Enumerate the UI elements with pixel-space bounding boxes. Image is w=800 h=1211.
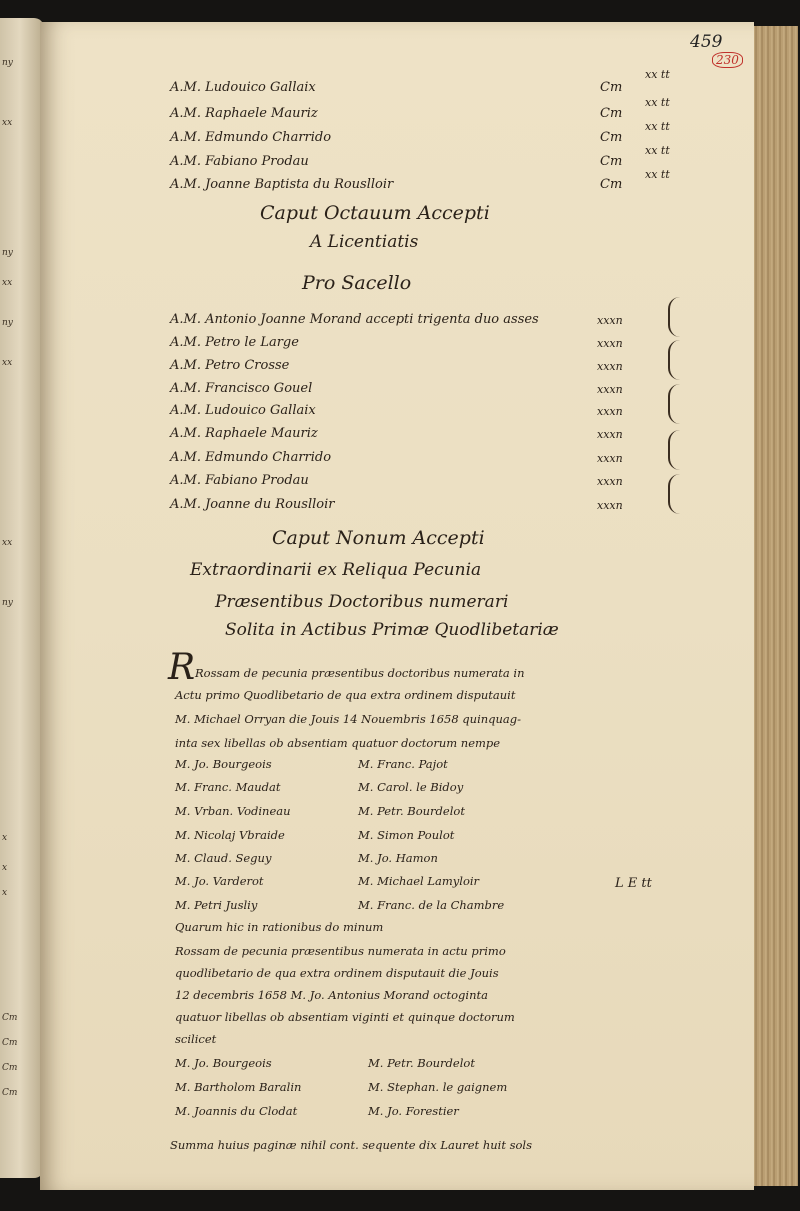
margin-mark: ny — [2, 318, 13, 328]
entry-mark: Cm — [600, 130, 623, 145]
entry-mark: Cm — [600, 154, 623, 169]
entry-value: xxxn — [597, 314, 623, 327]
page-edges — [752, 26, 798, 1186]
margin-mark: xx — [2, 118, 13, 128]
margin-mark: Cm — [2, 1088, 18, 1098]
entry-mark: Cm — [600, 106, 623, 121]
brace-mark — [668, 430, 682, 470]
paragraph-line: 12 decembris 1658 M. Jo. Antonius Morand octoginta — [175, 988, 488, 1002]
margin-mark: Cm — [2, 1063, 18, 1073]
margin-mark: xx — [2, 538, 13, 548]
entry-value: xx tt — [645, 96, 670, 109]
paragraph-line: Rossam de pecunia præsentibus doctoribus numerata in — [195, 666, 525, 680]
chapter9-title: Caput Nonum Accepti — [272, 527, 485, 549]
entry-value: xx tt — [645, 144, 670, 157]
paragraph-line: scilicet — [175, 1032, 217, 1046]
entry-name: A.M. Ludouico Gallaix — [170, 80, 316, 95]
entry-name: A.M. Raphaele Mauriz — [170, 426, 318, 441]
doctor-name: M. Jo. Forestier — [368, 1104, 459, 1118]
page-summary: Summa huius paginæ nihil cont. sequente dix Lauret huit sols — [170, 1138, 532, 1152]
doctor-name: M. Franc. Pajot — [358, 757, 448, 771]
doctor-name: M. Vrban. Vodineau — [175, 804, 291, 818]
entry-mark: Cm — [600, 177, 623, 192]
margin-mark: Cm — [2, 1013, 18, 1023]
brace-mark — [668, 384, 682, 424]
chapter8-title: Caput Octauum Accepti — [260, 202, 490, 224]
entry-name: A.M. Edmundo Charrido — [170, 130, 332, 145]
chapter9-line3: Præsentibus Doctoribus numerari — [215, 592, 509, 612]
margin-mark: xx — [2, 358, 13, 368]
margin-mark: x — [2, 888, 8, 898]
doctor-name: M. Franc. de la Chambre — [358, 898, 505, 912]
total-line: Quarum hic in rationibus do minum — [175, 920, 384, 934]
entry-value: xxxn — [597, 360, 623, 373]
doctor-name: M. Franc. Maudat — [175, 780, 281, 794]
margin-mark: ny — [2, 58, 13, 68]
entry-name: A.M. Edmundo Charrido — [170, 450, 332, 465]
entry-value: xxxn — [597, 452, 623, 465]
chapter9-line2: Extraordinarii ex Reliqua Pecunia — [190, 560, 482, 580]
page-number: 459 — [690, 32, 723, 52]
doctor-name: M. Carol. le Bidoy — [358, 780, 464, 794]
manuscript-page — [40, 22, 754, 1190]
doctor-name: M. Jo. Varderot — [175, 874, 264, 888]
entry-name: A.M. Fabiano Prodau — [170, 473, 309, 488]
doctor-name: M. Nicolaj Vbraide — [175, 828, 285, 842]
margin-mark: x — [2, 863, 8, 873]
drop-cap: R — [168, 647, 196, 688]
entry-name: A.M. Raphaele Mauriz — [170, 106, 318, 121]
doctor-name: M. Petri Jusliy — [175, 898, 258, 912]
entry-value: xxxn — [597, 428, 623, 441]
entry-value: xxxn — [597, 499, 623, 512]
chapter8-subtitle: A Licentiatis — [310, 232, 419, 252]
doctor-name: M. Petr. Bourdelot — [368, 1056, 475, 1070]
paragraph-line: quodlibetario de qua extra ordinem disputauit die Jouis — [175, 966, 499, 980]
paragraph-line: M. Michael Orryan die Jouis 14 Nouembris 1658 quinquag- — [175, 712, 522, 726]
entry-value: xx tt — [645, 120, 670, 133]
doctor-name: M. Claud. Seguy — [175, 851, 272, 865]
doctor-name: M. Petr. Bourdelot — [358, 804, 465, 818]
paragraph-line: inta sex libellas ob absentiam quatuor doctorum nempe — [175, 736, 501, 750]
doctor-name: M. Jo. Hamon — [358, 851, 438, 865]
margin-mark: Cm — [2, 1038, 18, 1048]
margin-mark: xx — [2, 278, 13, 288]
entry-value: xxxn — [597, 405, 623, 418]
doctor-name: M. Simon Poulot — [358, 828, 455, 842]
doctor-name: M. Jo. Bourgeois — [175, 1056, 272, 1070]
entry-name: A.M. Petro le Large — [170, 335, 299, 350]
doctor-name: M. Joannis du Clodat — [175, 1104, 298, 1118]
doctor-name: M. Stephan. le gaignem — [368, 1080, 508, 1094]
entry-value: xxxn — [597, 475, 623, 488]
brace-mark — [668, 297, 682, 337]
entry-name: A.M. Joanne du Rouslloir — [170, 497, 335, 512]
chapter8-heading: Pro Sacello — [302, 272, 412, 294]
doctor-name: M. Jo. Bourgeois — [175, 757, 272, 771]
paragraph-line: Rossam de pecunia præsentibus numerata in actu primo — [175, 944, 506, 958]
doctor-name: M. Bartholom Baralin — [175, 1080, 302, 1094]
margin-mark: ny — [2, 248, 13, 258]
total-value: L E tt — [615, 876, 652, 891]
entry-name: A.M. Fabiano Prodau — [170, 154, 309, 169]
margin-mark: x — [2, 833, 8, 843]
entry-name: A.M. Petro Crosse — [170, 358, 290, 373]
margin-mark: ny — [2, 598, 13, 608]
facing-page — [0, 18, 44, 1178]
paragraph-line: quatuor libellas ob absentiam viginti et quinque doctorum — [175, 1010, 515, 1024]
brace-mark — [668, 474, 682, 514]
entry-value: xx tt — [645, 68, 670, 81]
entry-name: A.M. Antonio Joanne Morand accepti trigenta duo asses — [170, 312, 539, 327]
entry-name: A.M. Francisco Gouel — [170, 381, 313, 396]
entry-mark: Cm — [600, 80, 623, 95]
entry-name: A.M. Joanne Baptista du Rouslloir — [170, 177, 394, 192]
entry-name: A.M. Ludouico Gallaix — [170, 403, 316, 418]
paragraph-line: Actu primo Quodlibetario de qua extra ordinem disputauit — [175, 688, 516, 702]
entry-value: xx tt — [645, 168, 670, 181]
entry-value: xxxn — [597, 383, 623, 396]
doctor-name: M. Michael Lamyloir — [358, 874, 480, 888]
brace-mark — [668, 340, 682, 380]
chapter9-line4: Solita in Actibus Primæ Quodlibetariæ — [225, 620, 559, 640]
entry-value: xxxn — [597, 337, 623, 350]
folio-number: 230 — [712, 52, 743, 68]
